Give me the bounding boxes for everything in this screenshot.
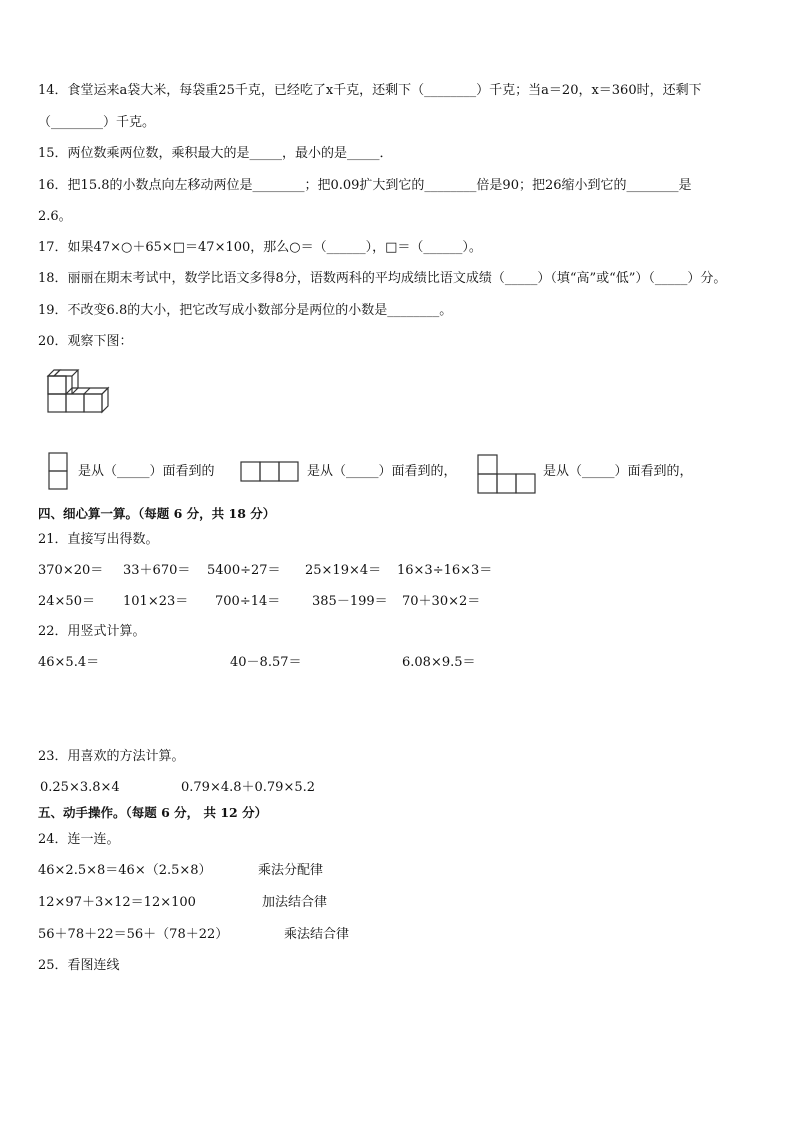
view-3-caption: 是从（_____）面看到的， bbox=[543, 464, 693, 479]
match-right-item: 乘法结合律 bbox=[284, 927, 350, 942]
calc-item: 101×23＝ bbox=[123, 594, 189, 609]
calc-item: 33＋670＝ bbox=[123, 563, 191, 578]
view-figure-2 bbox=[240, 461, 302, 483]
question-20-title: 20．观察下图： bbox=[38, 334, 133, 349]
match-left-item: 46×2.5×8＝46×（2.5×8） bbox=[38, 863, 212, 878]
vertical-calc-item: 46×5.4＝ bbox=[38, 655, 100, 670]
match-left-item: 56＋78＋22＝56＋（78＋22） bbox=[38, 927, 229, 942]
calc-item: 370×20＝ bbox=[38, 563, 104, 578]
question-24-title: 24．连一连。 bbox=[38, 832, 120, 847]
calc-item: 700÷14＝ bbox=[215, 594, 281, 609]
calc-item: 385－199＝ bbox=[312, 594, 388, 609]
question-14-line-1: 14．食堂运来a袋大米，每袋重25千克，已经吃了x千克，还剩下（________）千克；当a＝20，x＝360时，还剩下 bbox=[38, 83, 702, 98]
vertical-calc-item: 6.08×9.5＝ bbox=[402, 655, 476, 670]
section-5-title: 五、动手操作。（每题 6 分， 共 12 分） bbox=[38, 805, 268, 820]
calc-item: 16×3÷16×3＝ bbox=[397, 563, 493, 578]
question-18: 18．丽丽在期末考试中，数学比语文多得8分，语数两科的平均成绩比语文成绩（_____）（填“高”或“低”）（_____）分。 bbox=[38, 271, 727, 286]
question-16-line-2: 2.6。 bbox=[38, 209, 72, 224]
question-14-line-2: （________）千克。 bbox=[38, 115, 156, 130]
match-right-item: 加法结合律 bbox=[262, 895, 328, 910]
question-16-line-1: 16．把15.8的小数点向左移动两位是________；把0.09扩大到它的________倍是90；把26缩小到它的________是 bbox=[38, 178, 692, 193]
question-22-title: 22．用竖式计算。 bbox=[38, 624, 146, 639]
calc-item: 70＋30×2＝ bbox=[402, 594, 481, 609]
view-1-caption: 是从（_____）面看到的 bbox=[78, 464, 215, 479]
match-left-item: 12×97＋3×12＝12×100 bbox=[38, 895, 196, 910]
view-figure-1 bbox=[48, 452, 70, 492]
question-23-title: 23．用喜欢的方法计算。 bbox=[38, 749, 185, 764]
question-15: 15．两位数乘两位数，乘积最大的是_____，最小的是_____． bbox=[38, 146, 393, 161]
calc-item: 24×50＝ bbox=[38, 594, 95, 609]
question-19: 19．不改变6.8的大小，把它改写成小数部分是两位的小数是________。 bbox=[38, 303, 453, 318]
section-4-title: 四、细心算一算。（每题 6 分，共 18 分） bbox=[38, 506, 276, 521]
calc-item: 25×19×4＝ bbox=[305, 563, 382, 578]
question-17: 17．如果47×○＋65×□＝47×100，那么○＝（______），□＝（______）。 bbox=[38, 240, 482, 255]
calc-item: 5400÷27＝ bbox=[207, 563, 281, 578]
simplify-item: 0.25×3.8×4 bbox=[40, 780, 120, 795]
question-21-title: 21．直接写出得数。 bbox=[38, 532, 159, 547]
vertical-calc-item: 40－8.57＝ bbox=[230, 655, 302, 670]
match-right-item: 乘法分配律 bbox=[258, 863, 324, 878]
cube-figure bbox=[48, 370, 118, 422]
view-2-caption: 是从（_____）面看到的， bbox=[307, 464, 457, 479]
view-figure-3 bbox=[477, 454, 539, 496]
simplify-item: 0.79×4.8＋0.79×5.2 bbox=[181, 780, 316, 795]
question-25-title: 25．看图连线 bbox=[38, 958, 120, 973]
